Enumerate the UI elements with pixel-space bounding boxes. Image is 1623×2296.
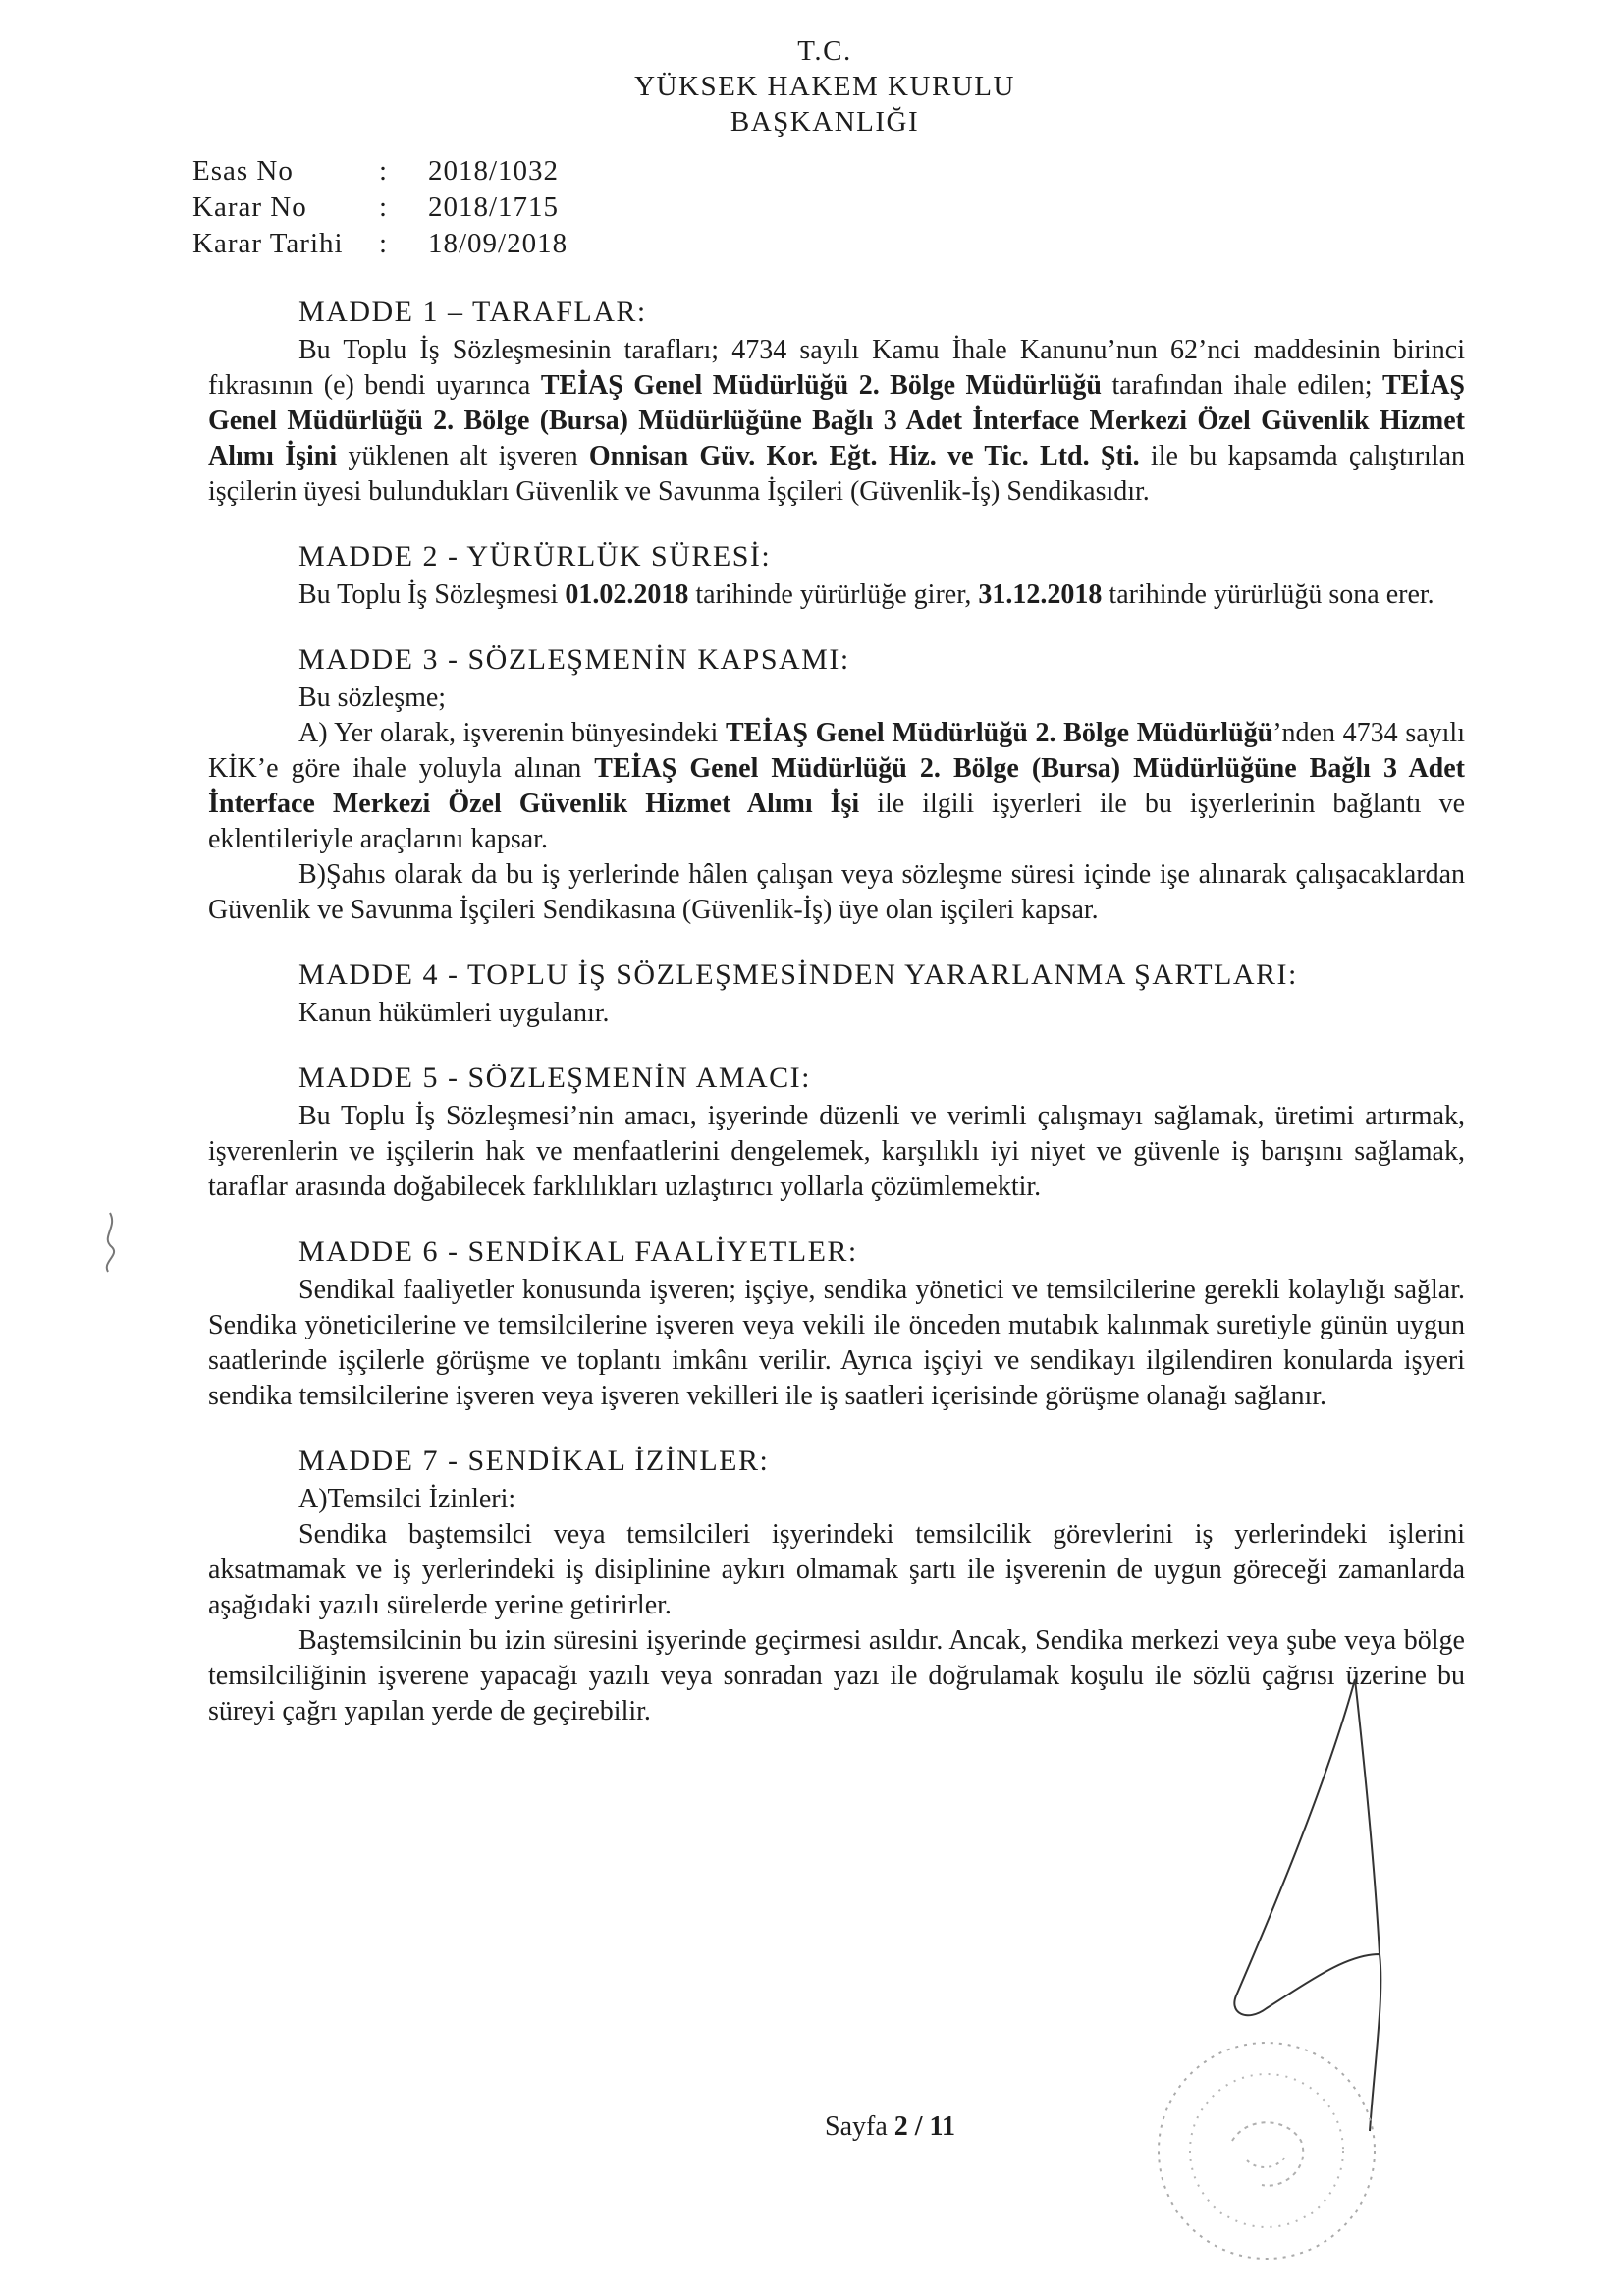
page-label: Sayfa (825, 2111, 888, 2142)
article-paragraph (208, 577, 1465, 613)
bold-run: TEİAŞ Genel Müdürlüğü 2. Bölge Müdürlüğü (540, 370, 1103, 401)
header-line-presidency: BAŞKANLIĞI (730, 106, 920, 137)
colon: : (379, 228, 388, 259)
text-run: tarafından ihale edilen; (1102, 370, 1382, 401)
text-run: ’nden 4734 sayılı KİK’e göre ihale yoluyla alınan (208, 718, 1465, 784)
case-info-row (192, 153, 568, 190)
article-paragraph: Kanun hükümleri uygulanır. (298, 998, 610, 1028)
article-paragraph: Sendika baştemsilci veya temsilcileri işyerindeki temsilcilik görevlerini iş yerlerindeki işlerini aksatmamak ve iş yerlerindeki iş disiplinine aykırı olmamak şartı ile işverenin de uygun göreceği zamanlarda aşağıdaki yazılı sürelerde yerine getirirler. (208, 1519, 1465, 1620)
case-info-row (192, 190, 568, 226)
colon: : (379, 155, 388, 187)
article-heading: MADDE 1 – TARAFLAR: (298, 296, 647, 328)
text-run: tarihinde yürürlüğü sona erer. (1102, 579, 1434, 610)
text-run: Bu Toplu İş Sözleşmesinin tarafları; 4734 sayılı Kamu İhale Kanunu’nun 62’nci maddesinin birinci fıkrasının (e) bendi uyarınca (208, 335, 1465, 401)
case-info (192, 153, 568, 262)
bold-run: TEİAŞ Genel Müdürlüğü 2. Bölge Müdürlüğü (725, 718, 1273, 748)
document-header (550, 33, 1100, 139)
esas-no-value: 2018/1032 (428, 155, 560, 187)
header-line-institution: YÜKSEK HAKEM KURULU (634, 71, 1015, 102)
header-line-tc: T.C. (797, 35, 852, 67)
article-paragraph (208, 716, 1465, 857)
article-intro: Bu sözleşme; (298, 683, 447, 713)
article-heading: MADDE 2 - YÜRÜRLÜK SÜRESİ: (298, 540, 772, 573)
case-info-row (192, 226, 568, 262)
bold-run: Onnisan Güv. Kor. Eğt. Hiz. ve Tic. Ltd. Şti. (588, 441, 1140, 471)
document-body (208, 295, 1465, 1759)
article-heading: MADDE 5 - SÖZLEŞMENİN AMACI: (298, 1062, 811, 1094)
article-heading: MADDE 3 - SÖZLEŞMENİN KAPSAMI: (298, 643, 850, 676)
article-paragraph: Bu Toplu İş Sözleşmesi’nin amacı, işyerinde düzenli ve verimli çalışmayı sağlamak, üretimi artırmak, işverenlerin ve işçilerin hak ve menfaatlerini dengelemek, karşılıklı iyi niyet ve güvenle iş barışını sağlamak, taraflar arasında doğabilecek farklılıkları uzlaştırıcı yollarla çözümlemektir. (208, 1101, 1465, 1202)
article-paragraph: Sendikal faaliyetler konusunda işveren; işçiye, sendika yönetici ve temsilcilerine gerekli kolaylığı sağlar. Sendika yöneticilerine ve temsilcilerine işveren veya vekili ile önceden mutabık kalınmak suretiyle günün uygun saatlerinde işçilerle görüşme ve toplantı imkânı verilir. Ayrıca işçiyi ve sendikayı ilgilendiren konularda işyeri sendika temsilcilerine işveren veya işveren vekilleri ile iş saatleri içerisinde görüşme olanağı sağlanır. (208, 1275, 1465, 1411)
text-run: A) Yer olarak, işverenin bünyesindeki (298, 718, 726, 748)
karar-no-value: 2018/1715 (428, 191, 560, 223)
page-number: 2 / 11 (893, 2111, 955, 2142)
article-4 (208, 957, 1465, 1031)
bold-run: TEİAŞ Genel Müdürlüğü 2. Bölge (Bursa) Müdürlüğüne Bağlı 3 Adet İnterface Merkezi Özel Güvenlik Hizmet Alımı İşi (208, 753, 1465, 819)
article-heading: MADDE 6 - SENDİKAL FAALİYETLER: (298, 1235, 858, 1268)
article-3 (208, 642, 1465, 928)
article-heading: MADDE 4 - TOPLU İŞ SÖZLEŞMESİNDEN YARARLANMA ŞARTLARI: (298, 958, 1298, 991)
esas-no-label: Esas No (192, 155, 294, 187)
text-run: ile ilgili işyerleri ile bu işyerlerinin bağlantı ve eklentileriyle araçlarını kapsar. (208, 789, 1466, 854)
karar-tarihi-value: 18/09/2018 (428, 228, 568, 259)
official-stamp (1139, 2023, 1394, 2278)
bold-run: 31.12.2018 (978, 579, 1103, 610)
karar-no-label: Karar No (192, 191, 307, 223)
article-2 (208, 539, 1465, 613)
article-heading: MADDE 7 - SENDİKAL İZİNLER: (298, 1445, 770, 1477)
colon: : (379, 191, 388, 223)
page-footer (825, 2111, 955, 2143)
bold-run: TEİAŞ Genel Müdürlüğü 2. Bölge (Bursa) Müdürlüğüne Bağlı 3 Adet İnterface Merkezi Özel Güvenlik Hizmet Alımı İşini (208, 370, 1465, 471)
article-paragraph: Baştemsilcinin bu izin süresini işyerinde geçirmesi asıldır. Ancak, Sendika merkezi veya şube veya bölge temsilciliğinin işverene yapacağı yazılı veya sonradan yazı ile doğrulamak koşulu ile sözlü çağrısı üzerine bu süreyi çağrı yapılan yerde de geçirebilir. (208, 1625, 1465, 1726)
text-run: Bu Toplu İş Sözleşmesi (298, 579, 566, 610)
article-6 (208, 1234, 1465, 1414)
article-paragraph: B)Şahıs olarak da bu iş yerlerinde hâlen çalışan veya sözleşme süresi içinde işe alınarak çalışacaklardan Güvenlik ve Savunma İşçileri Sendikasına (Güvenlik-İş) üye olan işçileri kapsar. (208, 859, 1465, 925)
margin-initials (90, 1208, 130, 1277)
text-run: tarihinde yürürlüğe girer, (688, 579, 979, 610)
bold-run: 01.02.2018 (565, 579, 689, 610)
karar-tarihi-label: Karar Tarihi (192, 228, 344, 259)
article-paragraph (208, 333, 1465, 510)
text-run: ile bu kapsamda çalıştırılan işçilerin üyesi bulundukları Güvenlik ve Savunma İşçileri (Güvenlik-İş) Sendikasıdır. (208, 441, 1466, 507)
text-run: yüklenen alt işveren (337, 441, 589, 471)
article-5 (208, 1061, 1465, 1205)
article-1 (208, 295, 1465, 510)
article-subheading: A)Temsilci İzinleri: (298, 1484, 516, 1514)
